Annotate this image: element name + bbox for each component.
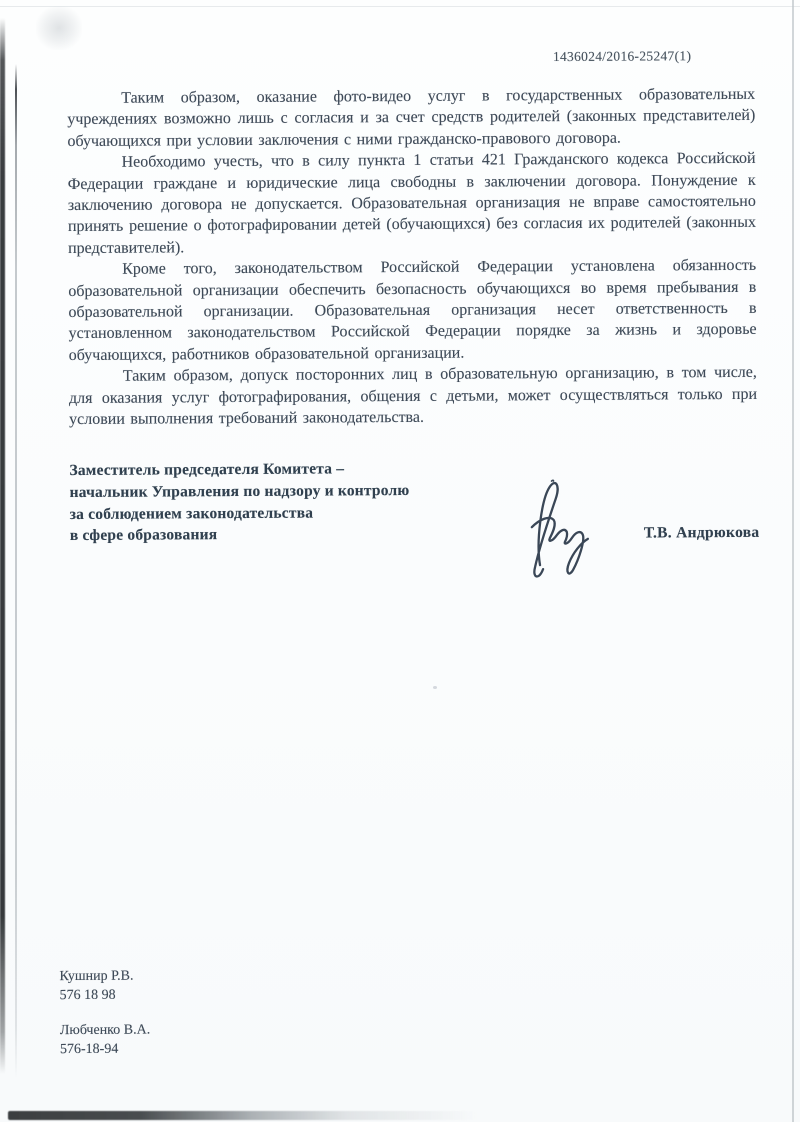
- signer-title-block: [69, 457, 490, 547]
- contact-executor-1: [59, 968, 133, 1005]
- paragraph: Таким образом, оказание фото-видео услуг в государственных образовательных учреждениях возможно лишь с согласия и за счет средств родителей (законных представителей) обучающихся при условии заключения с ними гражданско-правового договора.: [67, 85, 756, 150]
- scan-right-edge-line: [792, 0, 794, 1122]
- signer-title-line: в сфере образования: [69, 526, 218, 545]
- signer-title-line: начальник Управления по надзору и контролю: [69, 481, 410, 501]
- reference-number: 1436024/2016-25247(1): [552, 48, 692, 65]
- contact-executor-2: [60, 1022, 151, 1060]
- handwritten-signature-icon: [516, 479, 609, 580]
- contact-phone: 576 18 98: [59, 987, 116, 1003]
- signer-name: Т.В. Андрюкова: [643, 523, 760, 542]
- letter-body: [67, 84, 757, 431]
- paragraph: Необходимо учесть, что в силу пункта 1 статьи 421 Гражданского кодекса Российской Федерации граждане и юридические лица свободны в заключении договора. Понуждение к заключению договора не допускается. Образовательная организация не вправе самостоятельно принять решение о фотографировании детей (обучающихся) без согласия их родителей (законных представителей).: [67, 150, 756, 257]
- contact-name: Кушнир Р.В.: [59, 968, 134, 985]
- scan-left-edge-shadow: [0, 18, 5, 1074]
- scan-top-edge-line: [0, 6, 800, 7]
- scan-bottom-edge-shadow: [8, 1111, 478, 1120]
- signer-title-line: за соблюдением законодательства: [69, 504, 314, 523]
- scan-smudge: [36, 6, 82, 50]
- paragraph: Таким образом, допуск посторонних лиц в образовательную организацию, в том числе, для оказания услуг фотографирования, общения с детьми, может осуществляться только при условии выполнения требований законодательства.: [68, 364, 758, 429]
- dust-speck: [433, 686, 437, 689]
- contact-phone: 576-18-94: [59, 1041, 119, 1057]
- page-fold-line: [15, 64, 17, 1078]
- signer-title-line: Заместитель председателя Комитета –: [69, 460, 345, 480]
- paragraph: Кроме того, законодательством Российской Федерации установлена обязанность образовательной организации обеспечить безопасность обучающихся во время пребывания в образовательной организации. Образовательная организация несет ответственность в установленном законодательством Российской Федерации порядке за жизнь и здоровье обучающихся, работников образовательной организации.: [68, 257, 757, 364]
- contact-name: Любченко В.А.: [59, 1022, 151, 1039]
